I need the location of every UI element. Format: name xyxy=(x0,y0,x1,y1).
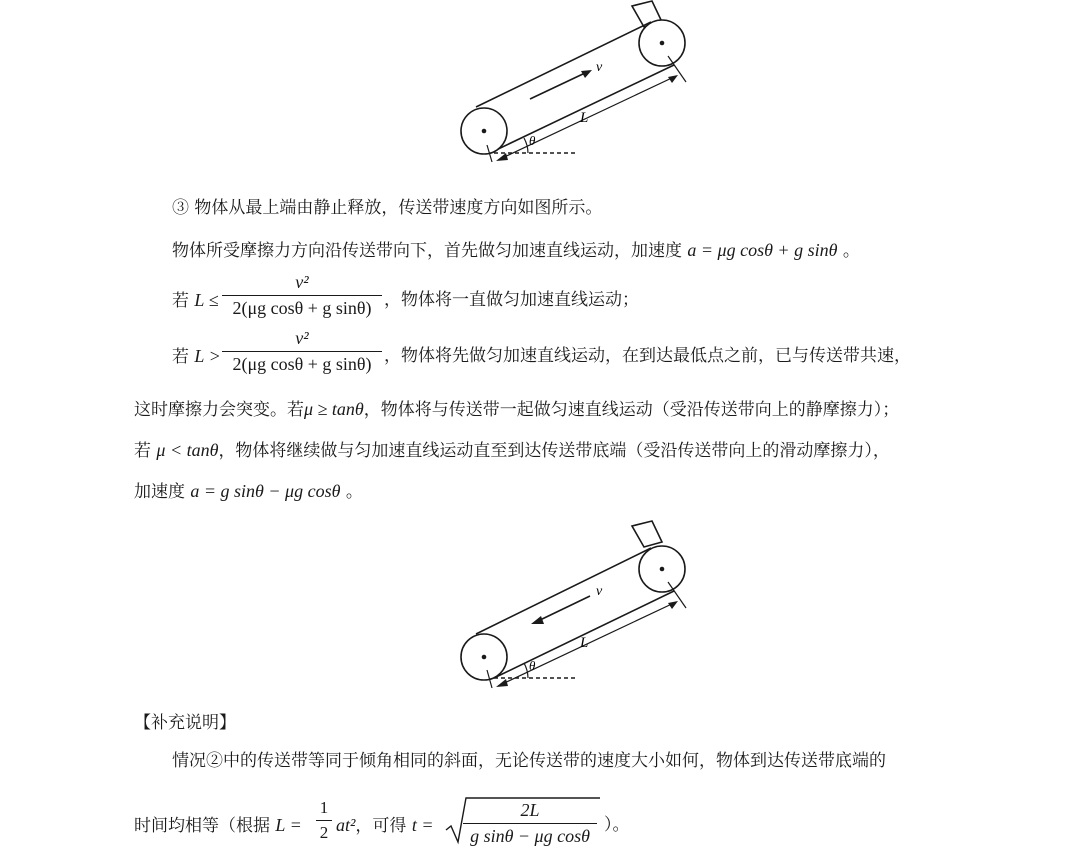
length-label: L xyxy=(580,110,589,126)
conveyor-diagram-2 xyxy=(440,518,700,693)
sqrt-fraction: 2L g sinθ − μg cosθ xyxy=(463,800,597,847)
case3-paragraph: ③ 物体从最上端由静止释放，传送带速度方向如图所示。 xyxy=(172,198,603,218)
condition-2-text: ，物体将先做匀加速直线运动，在到达最低点之前，已与传送带共速， xyxy=(384,346,911,366)
belt-upper-edge xyxy=(476,548,651,634)
belt-lower-edge xyxy=(494,65,674,151)
condition-1-prefix: 若 L ≤ xyxy=(172,290,219,311)
belt-upper-edge xyxy=(476,22,651,107)
length-label: L xyxy=(580,635,589,651)
supplement-heading: 【补充说明】 xyxy=(134,713,236,733)
condition-2-fraction: v² 2(μg cosθ + g sinθ) xyxy=(222,328,382,375)
supplement-line-2-start: 时间均相等（根据 L = xyxy=(134,815,302,836)
velocity-label: v xyxy=(596,584,603,599)
condition-1-lhs: L ≤ xyxy=(194,290,219,310)
angle-arc xyxy=(524,138,528,153)
acceleration-formula-1: a = μg cosθ + g sinθ xyxy=(687,240,838,260)
supplement-L-eq: L = xyxy=(275,815,302,835)
acceleration-2-line: 加速度 a = g sinθ − μg cosθ 。 xyxy=(134,481,363,502)
supplement-line-2-end: ）。 xyxy=(604,815,630,835)
condition-2-lhs: L > xyxy=(194,346,221,366)
sliding-case-line: 若 μ < tanθ，物体将继续做与匀加速直线运动直至到达传送带底端（受沿传送带向上的滑动摩擦力）， xyxy=(134,440,890,461)
sliding-condition-formula: μ < tanθ xyxy=(156,440,219,460)
supplement-t-eq: t = xyxy=(411,815,434,835)
static-condition-formula: μ ≥ tanθ xyxy=(304,399,364,419)
angle-label: θ xyxy=(529,658,536,673)
supplement-at2: at²，可得 t = xyxy=(336,815,434,836)
supplement-line-1: 情况②中的传送带等同于倾角相同的斜面，无论传送带的速度大小如何，物体到达传送带底端的 xyxy=(172,751,886,771)
condition-1-text: ，物体将一直做匀加速直线运动； xyxy=(384,290,639,310)
velocity-label: v xyxy=(596,60,603,75)
belt-top-block xyxy=(632,521,662,547)
conveyor-diagram-1 xyxy=(440,0,700,175)
friction-change-line: 这时摩擦力会突变。若μ ≥ tanθ，物体将与传送带一起做匀速直线运动（受沿传送带向上的静摩擦力）； xyxy=(134,399,900,420)
acceleration-formula-2: a = g sinθ − μg cosθ xyxy=(190,481,341,501)
friction-direction-line: 物体所受摩擦力方向沿传送带向下，首先做匀加速直线运动，加速度 a = μg cosθ + g sinθ 。 xyxy=(172,240,860,261)
half-fraction: 1 2 xyxy=(316,798,332,843)
angle-arc xyxy=(524,663,528,678)
angle-label: θ xyxy=(529,133,536,148)
condition-1-fraction: v² 2(μg cosθ + g sinθ) xyxy=(222,272,382,319)
condition-2-prefix: 若 L > xyxy=(172,346,221,367)
